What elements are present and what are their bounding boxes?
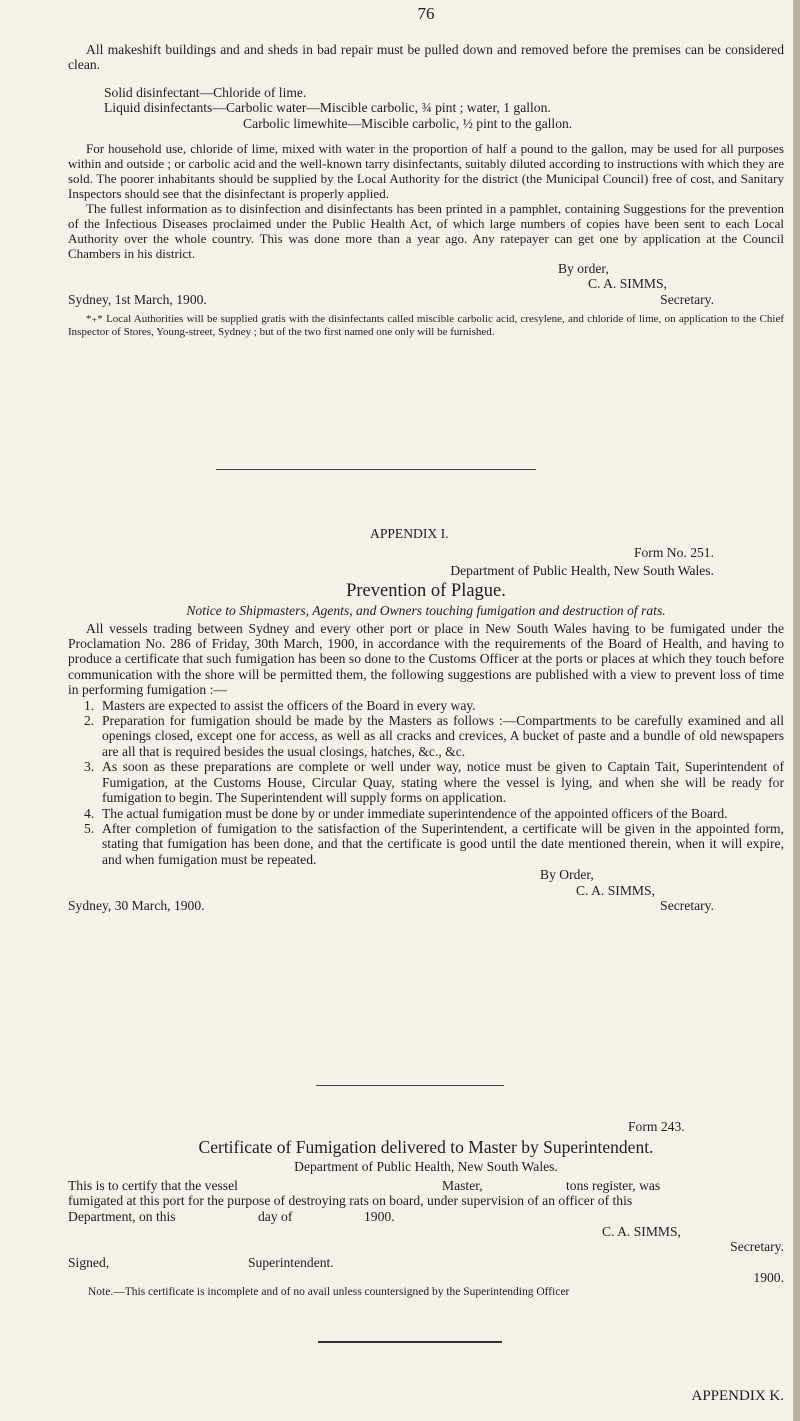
intro-signatory-title: Secretary.	[660, 291, 714, 307]
form-243-signatory: C. A. SIMMS,	[602, 1224, 681, 1240]
form-243-department: Department of Public Health, New South Wales.	[294, 1159, 558, 1175]
section-divider	[318, 1341, 502, 1343]
form-243-title: Certificate of Fumigation delivered to Master by Superintendent.	[198, 1137, 654, 1158]
certify-vessel: This is to certify that the vessel	[68, 1177, 238, 1193]
appendix-i-subtitle: Notice to Shipmasters, Agents, and Owners touching fumigation and destruction of rats.	[186, 603, 666, 619]
intro-signatory: C. A. SIMMS,	[588, 276, 667, 292]
fumigation-steps	[68, 698, 784, 867]
intro-paragraph-3: The fullest information as to disinfection and disinfectants has been printed in a pamphlet, containing Suggestions for the prevention of the Infectious Diseases proclaimed under the Public Health Act, of which large numbers of copies have been sent to each Local Authority over the whole country. This was done more than a year ago. Any ratepayer can get one by application at the Council Chambers in his district.	[68, 201, 784, 262]
form-243-note: Note.—This certificate is incomplete and of no avail unless countersigned by the Superintending Officer	[88, 1285, 570, 1298]
appendix-i-heading: APPENDIX I.	[370, 526, 449, 541]
form-243-signatory-title: Secretary.	[730, 1239, 784, 1255]
appendix-i-by-order: By Order,	[540, 867, 594, 883]
section-divider	[216, 469, 536, 470]
intro-section	[68, 42, 784, 339]
superintendent-label: Superintendent.	[248, 1254, 334, 1270]
solid-disinfectant: Solid disinfectant—Chloride of lime.	[104, 84, 307, 100]
page-edge	[793, 0, 800, 1421]
certify-department: Department, on this	[68, 1208, 176, 1224]
liquid-disinfectant: Liquid disinfectants—Carbolic water—Miscible carbolic, ¾ pint ; water, 1 gallon.	[104, 100, 551, 116]
signed-label: Signed,	[68, 1254, 110, 1270]
appendix-i-form-number: Form No. 251.	[633, 545, 714, 561]
intro-by-order: By order,	[558, 261, 609, 277]
intro-paragraph-1: All makeshift buildings and and sheds in bad repair must be pulled down and removed before the premises can be considered clean.	[68, 42, 784, 73]
form-243-number: Form 243.	[628, 1119, 685, 1134]
certify-year: 1900.	[364, 1208, 395, 1224]
list-item: 3. As soon as these preparations are complete or well under way, notice must be given to Captain Tait, Superintendent of Fumigation, at the Customs House, Circular Quay, stating where the vessel is lying, and when she will be ready for fumigation to begin. The Superintendent will supply forms on application.	[84, 759, 784, 806]
intro-footnote: *₊* Local Authorities will be supplied gratis with the disinfectants called miscible carbolic acid, cresylene, and chloride of lime, on application to the Chief Inspector of Stores, Young-street, Sydney ; but of the two first named one only will be furnished.	[68, 313, 784, 339]
appendix-i	[68, 526, 784, 913]
next-appendix-heading: APPENDIX K.	[691, 1388, 784, 1404]
list-item: 4. The actual fumigation must be done by or under immediate superintendence of the appointed officers of the Board.	[84, 805, 728, 821]
intro-paragraph-2: For household use, chloride of lime, mixed with water in the proportion of half a pound to the gallon, may be used for all purposes within and outside ; or carbolic acid and the well-known tarry disinfectants, suitably diluted according to instructions with which they are sold. The poorer inhabitants should be supplied by the Local Authority for the district (the Municipal Council) free of cost, and Sanitary Inspectors should see that the disinfectant is properly applied.	[68, 141, 784, 202]
appendix-i-place-date: Sydney, 30 March, 1900.	[68, 897, 205, 913]
intro-place-date: Sydney, 1st March, 1900.	[68, 291, 207, 307]
certify-master: Master,	[442, 1177, 483, 1193]
carbolic-limewhite: Carbolic limewhite—Miscible carbolic, ½ pint to the gallon.	[243, 115, 573, 131]
certify-line-2: fumigated at this port for the purpose of destroying rats on board, under supervision of an officer of this	[68, 1193, 633, 1209]
section-divider	[316, 1085, 504, 1086]
list-item: 5. After completion of fumigation to the satisfaction of the Superintendent, a certificate will be given in the appointed form, stating that fumigation has been done, and that the certificate is good until the date mentioned therein, when it will expire, and when fumigation must be repeated.	[84, 820, 784, 867]
appendix-i-title: Prevention of Plague.	[346, 581, 506, 602]
certify-day-of: day of	[258, 1208, 293, 1224]
appendix-i-signatory: C. A. SIMMS,	[576, 882, 655, 898]
list-item: 1. Masters are expected to assist the officers of the Board in every way.	[84, 697, 476, 713]
appendix-i-paragraph: All vessels trading between Sydney and every other port or place in New South Wales having to be fumigated under the Proclamation No. 286 of Friday, 30th March, 1900, in accordance with the requirements of the Board of Health, and having to produce a certificate that such fumigation has been so done to the Customs Officer at the ports or places at which they touch before communication with the shore will be permitted them, the following suggestions are published with a view to prevent loss of time in performing fumigation :—	[68, 620, 784, 698]
form-243-year: 1900.	[753, 1270, 784, 1286]
appendix-i-department: Department of Public Health, New South Wales.	[450, 562, 714, 578]
form-243	[68, 1119, 784, 1299]
appendix-i-signatory-title: Secretary.	[660, 897, 714, 913]
list-item: 2. Preparation for fumigation should be made by the Masters as follows :—Compartments to be carefully examined and all openings closed, except one for access, as well as all cracks and crevices, A bucket of paste and a bundle of old newspapers are all that is required besides the usual closings, hatches, &c., &c.	[84, 713, 784, 759]
page-number: 76	[417, 4, 435, 23]
certify-tons: tons register, was	[566, 1177, 661, 1193]
